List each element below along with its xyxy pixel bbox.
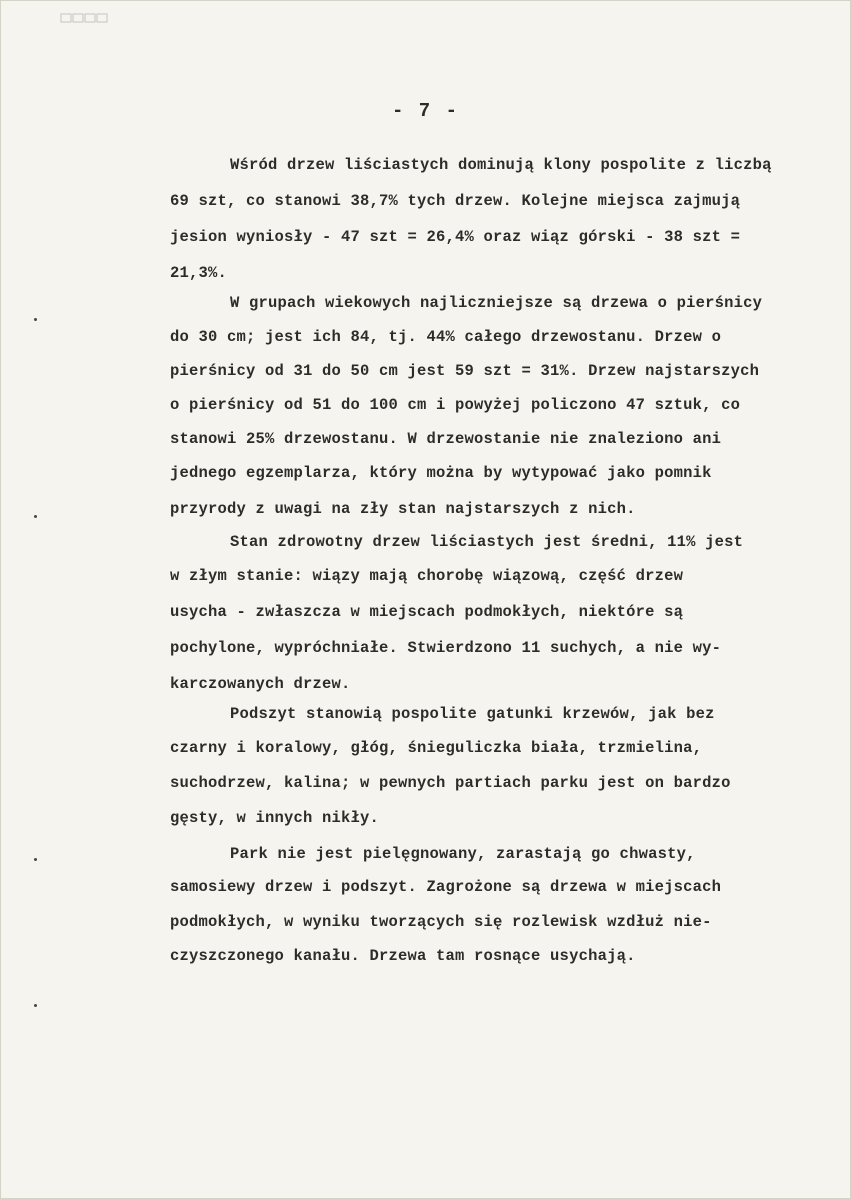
paragraph-line: W grupach wiekowych najliczniejsze są drzewa o pierśnicy — [230, 294, 763, 312]
paragraph-line: do 30 cm; jest ich 84, tj. 44% całego drzewostanu. Drzew o — [170, 328, 722, 346]
page-number: - 7 - — [391, 100, 459, 122]
paragraph-line: w złym stanie: wiązy mają chorobę wiązową, część drzew — [170, 567, 684, 585]
paragraph-line: podmokłych, w wyniku tworzących się rozlewisk wzdłuż nie- — [170, 913, 712, 931]
punch-hole-mark — [34, 515, 37, 518]
paragraph-line: o pierśnicy od 51 do 100 cm i powyżej policzono 47 sztuk, co — [170, 396, 741, 414]
paragraph-line: suchodrzew, kalina; w pewnych partiach parku jest on bardzo — [170, 774, 731, 792]
paragraph-line: jesion wyniosły - 47 szt = 26,4% oraz wiąz górski - 38 szt = — [170, 228, 741, 246]
punch-hole-mark — [34, 1004, 37, 1007]
paragraph-line: czyszczonego kanału. Drzewa tam rosnące usychają. — [170, 947, 636, 965]
paragraph-line: czarny i koralowy, głóg, śnieguliczka biała, trzmielina, — [170, 739, 703, 757]
paragraph-line: pierśnicy od 31 do 50 cm jest 59 szt = 31%. Drzew najstarszych — [170, 362, 760, 380]
paragraph-line: 21,3%. — [170, 264, 228, 282]
paragraph-line: pochylone, wypróchniałe. Stwierdzono 11 suchych, a nie wy- — [170, 639, 722, 657]
paragraph-line: usycha - zwłaszcza w miejscach podmokłych, niektóre są — [170, 603, 684, 621]
paragraph-line: gęsty, w innych nikły. — [170, 809, 380, 827]
archive-stamp-mark — [60, 12, 108, 24]
paragraph-line: Stan zdrowotny drzew liściastych jest średni, 11% jest — [230, 533, 744, 551]
paragraph-line: samosiewy drzew i podszyt. Zagrożone są drzewa w miejscach — [170, 878, 722, 896]
paragraph-line: Park nie jest pielęgnowany, zarastają go chwasty, — [230, 845, 696, 863]
paragraph-line: karczowanych drzew. — [170, 675, 351, 693]
paragraph-line: przyrody z uwagi na zły stan najstarszych z nich. — [170, 500, 636, 518]
paragraph-line: Podszyt stanowią pospolite gatunki krzewów, jak bez — [230, 705, 715, 723]
paragraph-line: Wśród drzew liściastych dominują klony pospolite z liczbą — [230, 156, 772, 174]
paragraph-line: jednego egzemplarza, który można by wytypować jako pomnik — [170, 464, 712, 482]
punch-hole-mark — [34, 318, 37, 321]
paragraph-line: stanowi 25% drzewostanu. W drzewostanie nie znaleziono ani — [170, 430, 722, 448]
punch-hole-mark — [34, 858, 37, 861]
paragraph-line: 69 szt, co stanowi 38,7% tych drzew. Kolejne miejsca zajmują — [170, 192, 741, 210]
